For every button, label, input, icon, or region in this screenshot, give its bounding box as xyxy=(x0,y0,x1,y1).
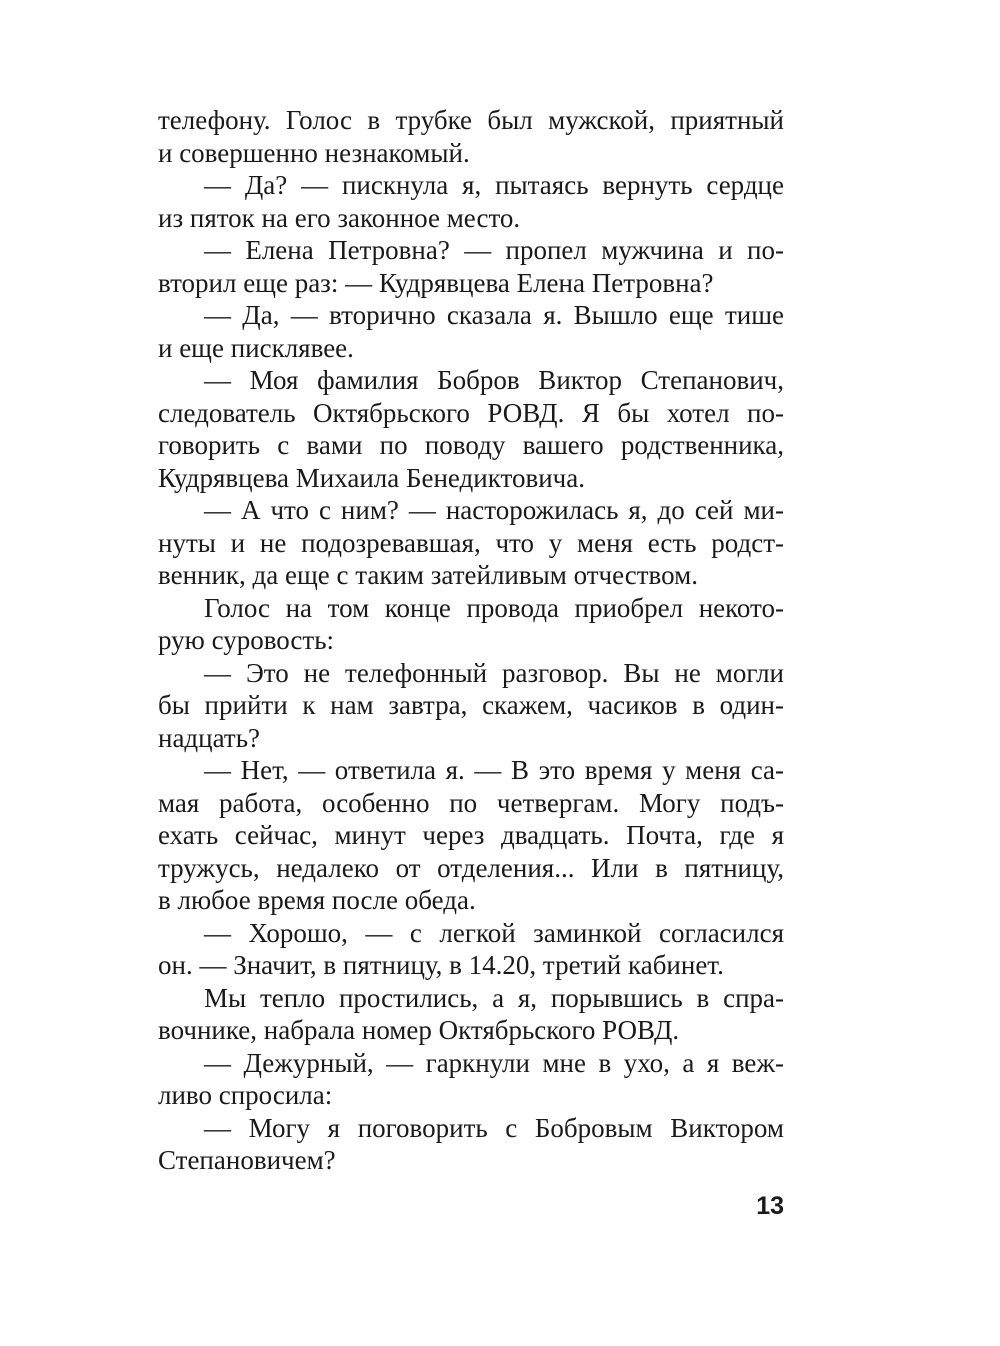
text-line: — А что с ним? — насторожилась я, до сей ми- xyxy=(204,495,784,525)
text-line: — Да? — пискнула я, пытаясь вернуть сердце xyxy=(204,170,784,200)
text-line: бы прийти к нам завтра, скажем, часиков в один- xyxy=(158,690,784,720)
text-line: вторил еще раз: — Кудрявцева Елена Петровна? xyxy=(158,267,714,298)
text-line: тружусь, недалеко от отделения... Или в пятницу, xyxy=(158,852,784,883)
text-line: — Могу я поговорить с Бобровым Виктором xyxy=(204,1112,784,1143)
text-line: и еще писклявее. xyxy=(158,332,354,363)
text-line: в любое время после обеда. xyxy=(158,885,476,915)
text-line: — Да, — вторично сказала я. Вышло еще тише xyxy=(204,300,784,330)
text-line: — Нет, — ответила я. — В это время у меня са- xyxy=(204,755,784,785)
page-number: 13 xyxy=(756,1192,784,1220)
text-line: Кудрявцева Михаила Бенедиктовича. xyxy=(158,462,585,493)
text-line: Степановичем? xyxy=(158,1145,336,1175)
text-line: — Елена Петровна? — пропел мужчина и по- xyxy=(204,235,784,265)
text-line: нуты и не подозревавшая, что у меня есть родст- xyxy=(158,527,784,558)
text-line: надцать? xyxy=(158,722,261,753)
text-line: — Хорошо, — с легкой заминкой согласился xyxy=(204,917,784,948)
text-line: ливо спросила: xyxy=(158,1080,333,1110)
text-line: мая работа, особенно по четвергам. Могу подъ- xyxy=(158,787,784,818)
text-line: — Дежурный, — гаркнули мне в ухо, а я веж- xyxy=(204,1047,784,1078)
text-line: следователь Октябрьского РОВД. Я бы хотел по- xyxy=(158,397,784,428)
text-line: вочнике, набрала номер Октябрьского РОВД. xyxy=(158,1015,680,1045)
text-line: из пяток на его законное место. xyxy=(158,202,521,233)
text-line: — Это не телефонный разговор. Вы не могли xyxy=(204,657,784,688)
text-line: венник, да еще с таким затейливым отчеством. xyxy=(158,560,698,590)
text-line: — Моя фамилия Бобров Виктор Степанович, xyxy=(204,365,784,395)
text-line: рую суровость: xyxy=(158,625,335,655)
text-line: телефону. Голос в трубке был мужской, приятный xyxy=(158,105,784,135)
body-text xyxy=(158,104,784,1177)
text-line: и совершенно незнакомый. xyxy=(158,137,470,168)
text-line: ехать сейчас, минут через двадцать. Почта, где я xyxy=(158,820,784,850)
text-line: Мы тепло простились, а я, порывшись в спра- xyxy=(204,982,784,1013)
text-line: он. — Значит, в пятницу, в 14.20, третий кабинет. xyxy=(158,950,724,980)
text-line: Голос на том конце провода приобрел некото- xyxy=(204,592,784,623)
text-line: говорить с вами по поводу вашего родственника, xyxy=(158,430,784,460)
